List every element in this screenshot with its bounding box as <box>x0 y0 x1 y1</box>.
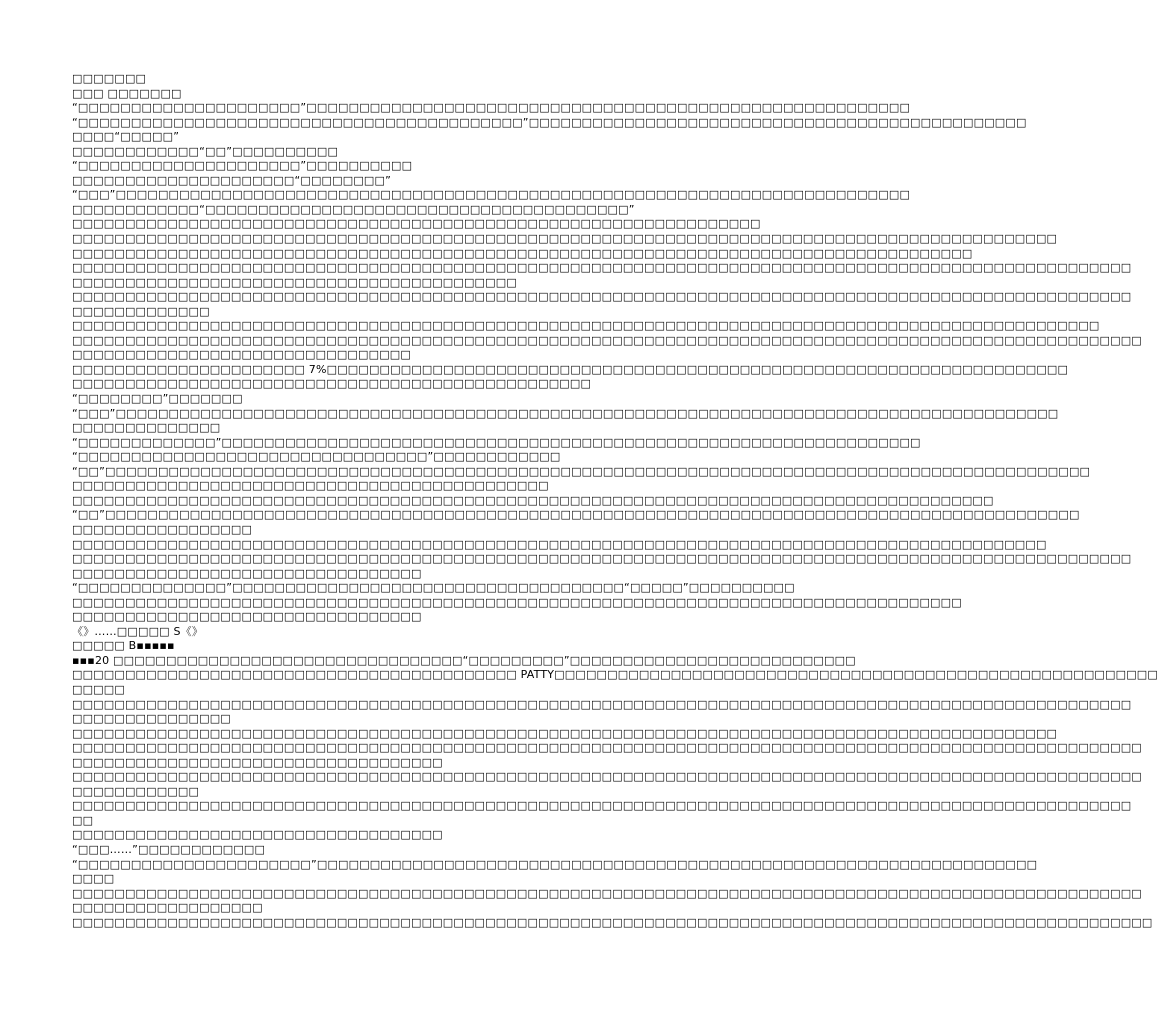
text-line: 《》……□□□□□ S《》 <box>72 624 204 638</box>
text-line: “□□□□□□□□□□□□□□□□□□□□□□”□□□□□□□□□□□□□□□□□□□□□□□□□□□□□□□□□□□□□□□□□□□□□□□□□□□□□□□□□□□□□□□□□□□□ <box>72 857 1038 871</box>
text-line: □□□□□□□□□□□□□□□□□□□□□□□□□□□□□□□□□□□□□□□□□□□□□□□□□□□□□□□□□□□□□□□□□□□□□□□□□□□□□□□□□□□□□□□□□□□□□□□□□□□□ <box>72 552 1132 566</box>
text-line: □□□□□□□□□□□□□□□□□□□□□□□□□□□□□□□□□□□□□□□□□□□□□□□□□ <box>72 377 592 391</box>
text-line: □□□□□□□□□□□□□□□□□□□□□□□□□□□□□□□□□□□□□□□□□□□□□□□□□□□□□□□□□□□□□□□□□□□□□□□□□□□□□□□□□□□□□□□□□□□□□ <box>72 232 1058 246</box>
text-line: □□□□□□□□□□□□□□□□□□□□□□□□□□□□□□□□□□□□□□□□□□□□□□□□□□□□□□□□□□□□□□□□□□□□□□□□□□□□□□□□□□□□□□□ <box>72 493 994 507</box>
text-line: □□□□□□□□□□□□□□□□□□□□□□□□□□□□□□□□□□□□□□□□□□□□□□□□□□□□□□□□□□□□□□□□□□□□□□□□□□□□□□□□□□□□□□□□□□□□□□□□□□□□ <box>72 261 1132 275</box>
text-line: □□□□□□□□□□□□□□□□□□□□□□□□□□□□□□□□□□□□□□□□□□□□□□□□□□□□□□□□□□□□□□□□□□□□□□□□□□□□□□□□□□□□□□□□□□□□□□□□□□□□ <box>72 290 1132 304</box>
text-line: □□□□□□□□□□□□□□□□□□□□□□□□□□□□□□□□□□□ <box>72 828 443 842</box>
text-line: □□□□□□□□□□□□“□□”□□□□□□□□□□ <box>72 144 339 158</box>
text-line: □□ <box>72 813 94 827</box>
text-line: □□□□□ B▪▪▪▪▪ <box>72 639 175 653</box>
text-line: □□□□□□□□□□□□□□□□□□□□□□□□□□□□□□□□□□□□□□□□□□□□□□□□□□□□□□□□□□□□□□□□□□□□□□□□□□□□□□□□□□□□□□□□□□□□□ <box>72 726 1058 740</box>
text-line: “□□□□□□□□□□□□□□□□□□□□□□□□□□□□□□□□□□□□□□□□□□”□□□□□□□□□□□□□□□□□□□□□□□□□□□□□□□□□□□□□□□□□□□□□□□ <box>72 115 1027 129</box>
text-line: □□□□□□□□□□□□□□□□□□□□□□□□□□□□□□□□□□□□□□□□□□□□□□□□□□□□□□□□□□□□□□□□□□□□□□□□□□□□□□□□□□□□□□□□□□□□ <box>72 537 1047 551</box>
document-page <box>72 72 1158 930</box>
text-line: □□□□□□□□□□□□□□□□□□□□□□□□□□□□□□□□□□□□□□□□□□□□□□□□□□□□□□□□□□□□□□□□□□□□□□□□□□□□□□□□□□□□□□□□□□□□□□□□□□□□□ <box>72 741 1142 755</box>
text-line: □□□□□□□□□□□□□□□□□□□□□□□□□□□□□□□□□□□ <box>72 755 443 769</box>
text-line: □□□ □□□□□□□ <box>72 86 182 100</box>
text-line: □□□□□□□□□□□□“□□□□□□□□□□□□□□□□□□□□□□□□□□□□□□□□□□□□□□□□” <box>72 202 635 216</box>
text-line: □□□□□□□□□□□□□□□□□□□□□□□□□□□□□□□□□□□□□□□□□□□□□□□□□□□□□□□□□□□□□□□□□□□□□□□□□□□□□□□□□□□□ <box>72 595 962 609</box>
text-line: □□□□□□□□□□□□□□□□□□□□□□□□□□□□□□□□□□□□□□□□□□□□□□□□□□□□□□□□□□□□□□□□□□□□□□□□□□□□□□□□□□□□□□□□□□□□□□□□□□□□□ <box>72 770 1142 784</box>
text-line: □□□□□□□□□□□□□□□□□□□□□□□□□□□□□□□□□□□□□□□□□□□□□□□□□□□□□□□□□□□□□□□□□ <box>72 217 761 231</box>
text-line: “□□□□□□□□□□□□□□□□□□□□□”□□□□□□□□□□ <box>72 159 413 173</box>
text-line: □□□□□□□□□□□□□□□□□□□□□□□□□□□□□□□□□□□□□□□□□□□□□□□□□□□□□□□□□□□□□□□□□□□□□□□□□□□□□□□□□□□□□□□□□□□□□□□□□□□□□ <box>72 886 1142 900</box>
text-line: “□□□□□□□□□□□□□□”□□□□□□□□□□□□□□□□□□□□□□□□□□□□□□□□□□□□□“□□□□□”□□□□□□□□□□ <box>72 581 795 595</box>
text-line: □□□□□□□□□□□□□□□□□□ <box>72 901 263 915</box>
text-line: □□□□□□□□□□□□□□□□□□□□□□□□□□□□□□□□□□□□□□□□□□□□□□□□□□□□□□□□□□□□□□□□□□□□□□□□□□□□□□□□□□□□□□□□□□□□□□□□□ <box>72 319 1100 333</box>
text-line: □□□□□□□□□□□□□□□□□□□□□□□□□□□□□□□□□□□□□□□□□□□□□□□□□□□□□□□□□□□□□□□□□□□□□□□□□□□□□□□□□□□□□□□□□□□□□□□□□□□□□□ <box>72 915 1153 929</box>
text-line: □□□□□□□□□□□□□□□□□□□□□□□□□□□□□□□□□□□□□□□□□□□□□□□□□□□□□□□□□□□□□□□□□□□□□□□□□□□□□□□□□□□□□□□□□□□□□□□□□□□□ <box>72 697 1132 711</box>
text-line: “□□□□□□□□”□□□□□□□ <box>72 392 243 406</box>
text-line: □□□□□□□□□□□□□□□□□□□□□□□□□□□□□□□□□□□□□□□□□□□□□□□□□□□□□□□□□□□□□□□□□□□□□□□□□□□□□□□□□□□□□ <box>72 246 973 260</box>
text-line: □□□□□□□□□□□□□□ <box>72 421 221 435</box>
text-line: □□□□ <box>72 872 115 886</box>
text-line: “□□□”□□□□□□□□□□□□□□□□□□□□□□□□□□□□□□□□□□□□□□□□□□□□□□□□□□□□□□□□□□□□□□□□□□□□□□□□□□□ <box>72 188 911 202</box>
text-line: □□□□□□□□□□□□□□□□□□□□□□□□□□□□□□□□□□□□□□□□□□ <box>72 275 517 289</box>
text-line: “□□”□□□□□□□□□□□□□□□□□□□□□□□□□□□□□□□□□□□□□□□□□□□□□□□□□□□□□□□□□□□□□□□□□□□□□□□□□□□□□□□□□□□□□□□□□□□□ <box>72 508 1080 522</box>
text-line: □□□□□□□□□□□□ <box>72 784 200 798</box>
text-line: □□□□□□□□□□□□□□□□□□□□□□□□□□□□□□□□□ <box>72 610 422 624</box>
text-line: ▪▪▪20 □□□□□□□□□□□□□□□□□□□□□□□□□□□□□□□□□“□□□□□□□□□”□□□□□□□□□□□□□□□□□□□□□□□□□□□ <box>72 653 856 667</box>
text-line: “□□□……”□□□□□□□□□□□□ <box>72 842 266 856</box>
text-line: □□□□□□□□□□□□□□□□□□□□□“□□□□□□□□” <box>72 173 391 187</box>
text-line: □□□□□□□□□□□□□□□ <box>72 712 231 726</box>
text-line: “□□□□□□□□□□□□□□□□□□□□□□□□□□□□□□□□□”□□□□□□□□□□□□ <box>72 450 561 464</box>
text-line: □□□□□□□□□□□□□□□□□□□□□□□□□□□□□□□□□□□□□□□□□□□□□ <box>72 479 549 493</box>
text-line: □□□□□□□□□□□□□□□□□ <box>72 522 253 536</box>
text-line: “□□□”□□□□□□□□□□□□□□□□□□□□□□□□□□□□□□□□□□□□□□□□□□□□□□□□□□□□□□□□□□□□□□□□□□□□□□□□□□□□□□□□□□□□□□□□□ <box>72 406 1059 420</box>
text-line: □□□□□□□□□□□□□□□□□□□□□□□□□□□□□□□□□ <box>72 566 422 580</box>
text-line: □□□□□□□ <box>72 72 147 85</box>
text-line: □□□□□□□□□□□□□□□□□□□□□□□□□□□□□□□□□□□□□□□□□□□□□□□□□□□□□□□□□□□□□□□□□□□□□□□□□□□□□□□□□□□□□□□□□□□□□□□□□□□□□ <box>72 333 1142 347</box>
text-line: “□□”□□□□□□□□□□□□□□□□□□□□□□□□□□□□□□□□□□□□□□□□□□□□□□□□□□□□□□□□□□□□□□□□□□□□□□□□□□□□□□□□□□□□□□□□□□□□□ <box>72 464 1091 478</box>
text-line: □□□□□ <box>72 682 125 696</box>
text-line: □□□□□□□□□□□□□□□□□□□□□□□□□□□□□□□□□□□□□□□□□□□□□□□□□□□□□□□□□□□□□□□□□□□□□□□□□□□□□□□□□□□□□□□□□□□□□□□□□□□□ <box>72 799 1132 813</box>
text-line: □□□□□□□□□□□□□□□□□□□□□□□□□□□□□□□□□□□□□□□□□□ PATTY□□□□□□□□□□□□□□□□□□□□□□□□□□□□□□□□□□□□□□□□□□□□□□□□□□□□□□□□□ <box>72 668 1158 682</box>
text-line: □□□□□□□□□□□□□ <box>72 304 210 318</box>
text-line: “□□□□□□□□□□□□□”□□□□□□□□□□□□□□□□□□□□□□□□□□□□□□□□□□□□□□□□□□□□□□□□□□□□□□□□□□□□□□□□□□ <box>72 435 921 449</box>
text-line: □□□□□□□□□□□□□□□□□□□□□□□□□□□□□□□□ <box>72 348 411 362</box>
text-line: “□□□□□□□□□□□□□□□□□□□□□”□□□□□□□□□□□□□□□□□□□□□□□□□□□□□□□□□□□□□□□□□□□□□□□□□□□□□□□□□ <box>72 101 911 115</box>
text-line: □□□□□□□□□□□□□□□□□□□□□□ 7%□□□□□□□□□□□□□□□□□□□□□□□□□□□□□□□□□□□□□□□□□□□□□□□□□□□□□□□□□□□□□□□□□□□□□□ <box>72 362 1069 376</box>
text-line: □□□□“□□□□□” <box>72 130 180 144</box>
